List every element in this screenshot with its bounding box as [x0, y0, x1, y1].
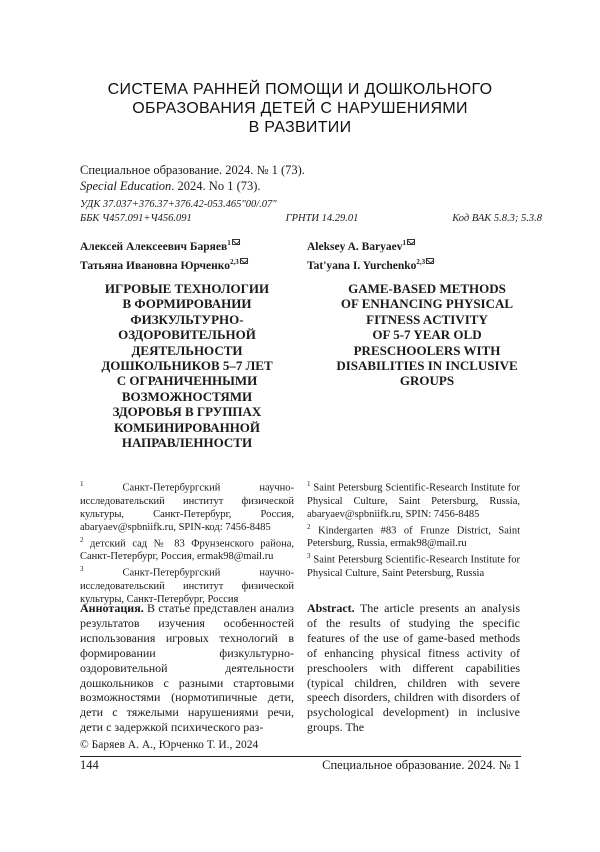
classification-meta	[80, 198, 542, 226]
section-title-line: ОБРАЗОВАНИЯ ДЕТЕЙ С НАРУШЕНИЯМИ	[132, 100, 468, 117]
affiliation-en-2: $^2$ Kindergarten #83 of Frunze District, Saint Petersburg, Russia, ermak98@mail.ru	[307, 522, 520, 549]
bbk-code: ББК Ч457.091+Ч456.091	[80, 213, 192, 224]
article-title-ru: ИГРОВЫЕ ТЕХНОЛОГИИ В ФОРМИРОВАНИИ ФИЗКУЛЬТУРНО- ОЗДОРОВИТЕЛЬНОЙ ДЕЯТЕЛЬНОСТИ ДОШКОЛЬНИКОВ 5–7 ЛЕТ С ОГРАНИЧЕННЫМИ ВОЗМОЖНОСТЯМИ ЗДОРОВЬЯ В ГРУППАХ КОМБИНИРОВАННОЙ НАПРАВЛЕННОСТИ	[101, 281, 273, 451]
udk-code: УДК 37.037+376.37+376.42-053.465"00/.07"	[80, 199, 277, 210]
affiliation-ru-1: $^1$ Санкт-Петербургский научно-исследовательский институт физической культуры, Санкт-Петербург, Россия, abaryaev@spbniifk.ru, SPIN-код: 7456-8485	[80, 480, 294, 533]
affiliation-en-3: $^3$ Saint Petersburg Scientific-Research Institute for Physical Culture, Saint Petersburg, Russia	[307, 552, 520, 579]
abstract-en-text: The article presents an analysis of the results of studying the specific features of the use of game-based methods of enhancing physical fitness activity of preschoolers with different capabilities (typical children, children with severe speech disorders, children with disorders of psychological development) in inclusive groups. The	[307, 601, 520, 735]
section-title-line: В РАЗВИТИИ	[248, 119, 352, 136]
running-title: Специальное образование. 2024. № 1	[322, 758, 520, 772]
envelope-icon	[407, 239, 415, 245]
page-number: 144	[80, 758, 99, 772]
section-title	[40, 80, 560, 137]
abstract-ru-text: В статье представлен анализ результатов изучения особенностей использования игровых технологий в формировании физкультурно-оздоровительной деятельности дошкольников с разными стартовыми возможностями (нормотипичные дети, дети с тяжелыми нарушениями речи, дети с задержкой психического раз-	[80, 601, 294, 735]
author-ru-2: Татьяна Ивановна Юрченко$^{2,3}$	[80, 255, 295, 274]
affiliation-ru-2: $^2$ детский сад № 83 Фрунзенского района, Санкт-Петербург, Россия, ermak98@mail.ru	[80, 535, 294, 562]
copyright-line: © Баряев А. А., Юрченко Т. И., 2024	[80, 739, 259, 751]
abstract-ru	[80, 601, 294, 735]
affiliations-en	[307, 478, 520, 580]
citation-en-journal: Special Education	[80, 179, 172, 193]
abstract-en-label: Abstract.	[307, 601, 355, 615]
citation-ru: Специальное образование. 2024. № 1 (73).	[80, 163, 305, 177]
envelope-icon	[232, 239, 240, 245]
author-ru-1: Алексей Алексеевич Баряев$^1$	[80, 236, 295, 255]
envelope-icon	[426, 258, 434, 264]
authors-en	[307, 236, 547, 274]
author-en-2: Tat'yana I. Yurchenko$^{2,3}$	[307, 255, 547, 274]
envelope-icon	[240, 258, 248, 264]
article-title-en: GAME-BASED METHODS OF ENHANCING PHYSICAL FITNESS ACTIVITY OF 5-7 YEAR OLD PRESCHOOLERS WITH DISABILITIES IN INCLUSIVE GROUPS	[336, 281, 518, 389]
author-en-1: Aleksey A. Baryaev$^1$	[307, 236, 547, 255]
footer-rule	[80, 756, 521, 757]
citation-en	[80, 179, 261, 194]
grnti-code: ГРНТИ 14.29.01	[285, 213, 359, 224]
section-title-line: СИСТЕМА РАННЕЙ ПОМОЩИ И ДОШКОЛЬНОГО	[107, 81, 493, 98]
citation-en-rest: . 2024. No 1 (73).	[171, 179, 261, 193]
abstract-en	[307, 601, 520, 735]
vak-code: Код ВАК 5.8.3; 5.3.8	[452, 213, 542, 224]
affiliations-ru	[80, 478, 294, 606]
affiliation-en-1: $^1$ Saint Petersburg Scientific-Research Institute for Physical Culture, Saint Petersburg, Russia, abaryaev@spbniifk.ru, SPIN: 7456-8485	[307, 480, 520, 520]
abstract-ru-label: Аннотация.	[80, 601, 144, 615]
affiliation-ru-3: $^3$ Санкт-Петербургский научно-исследовательский институт физической культуры, Санкт-Петербург, Россия	[80, 565, 294, 605]
authors-ru	[80, 236, 295, 274]
